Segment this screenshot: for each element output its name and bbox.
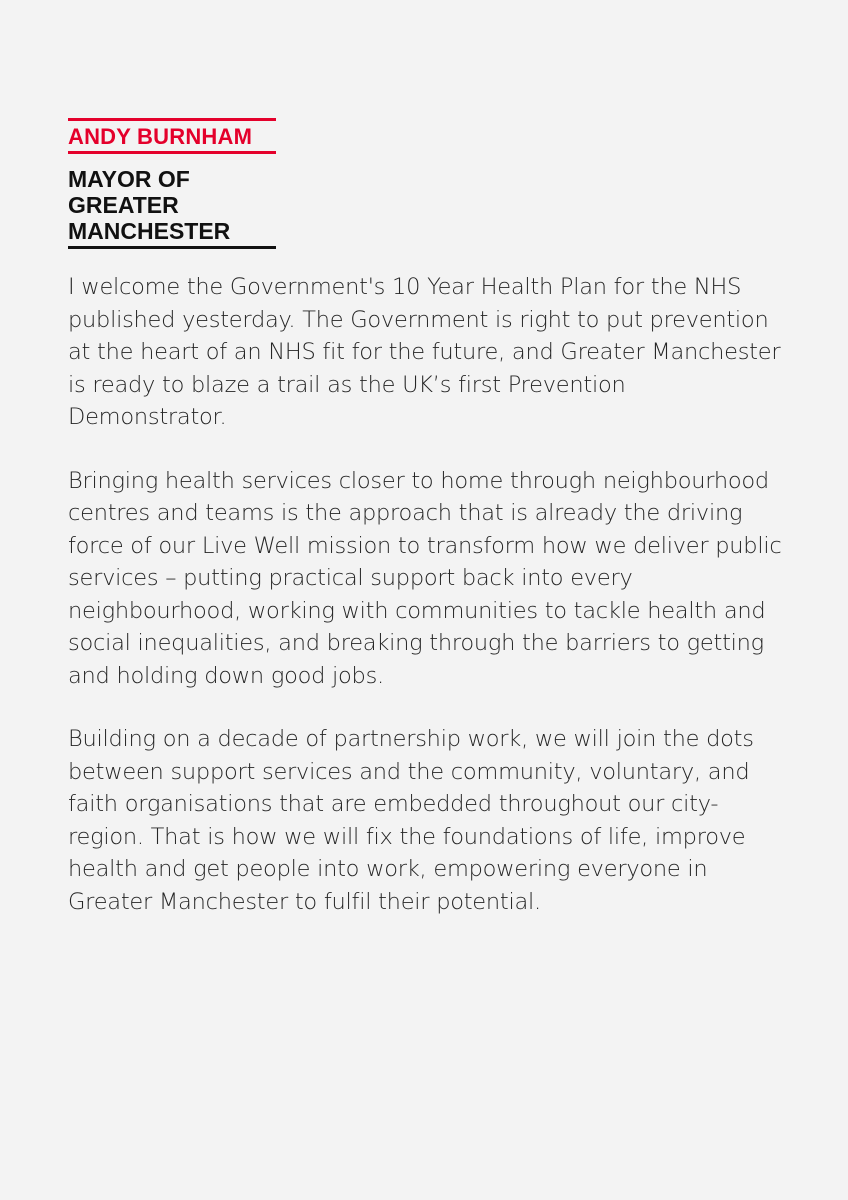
statement-page [68,118,788,918]
statement-paragraph-1: I welcome the Government's 10 Year Health Plan for the NHS published yesterday. The Government is right to put prevention at the heart of an NHS fit for the future, and Greater Manchester is ready to blaze a trail as the UK’s first Prevention Demonstrator. [68,274,781,430]
mayor-logo [68,118,276,249]
logo-title [68,154,276,246]
statement-paragraph-2: Bringing health services closer to home through neighbourhood centres and teams is the approach that is already the driving force of our Live Well mission to transform how we deliver public services – putting practical support back into every neighbourhood, working with communities to tackle health and social inequalities, and breaking through the barriers to getting and holding down good jobs. [68,467,782,689]
logo-title-line-3: MANCHESTER [68,218,231,244]
logo-name: ANDY BURNHAM [68,124,253,149]
statement-body [68,271,788,918]
statement-paragraph-3: Building on a decade of partnership work, we will join the dots between support services and the community, voluntary, and faith organisations that are embedded throughout our city-region. That is how we will fix the foundations of life, improve health and get people into work, empowering everyone in Greater Manchester to fulfil their potential. [68,726,754,915]
logo-title-line-2: GREATER [68,192,179,218]
logo-bottom-rule [68,246,276,249]
logo-title-line-1: MAYOR OF [68,166,190,192]
